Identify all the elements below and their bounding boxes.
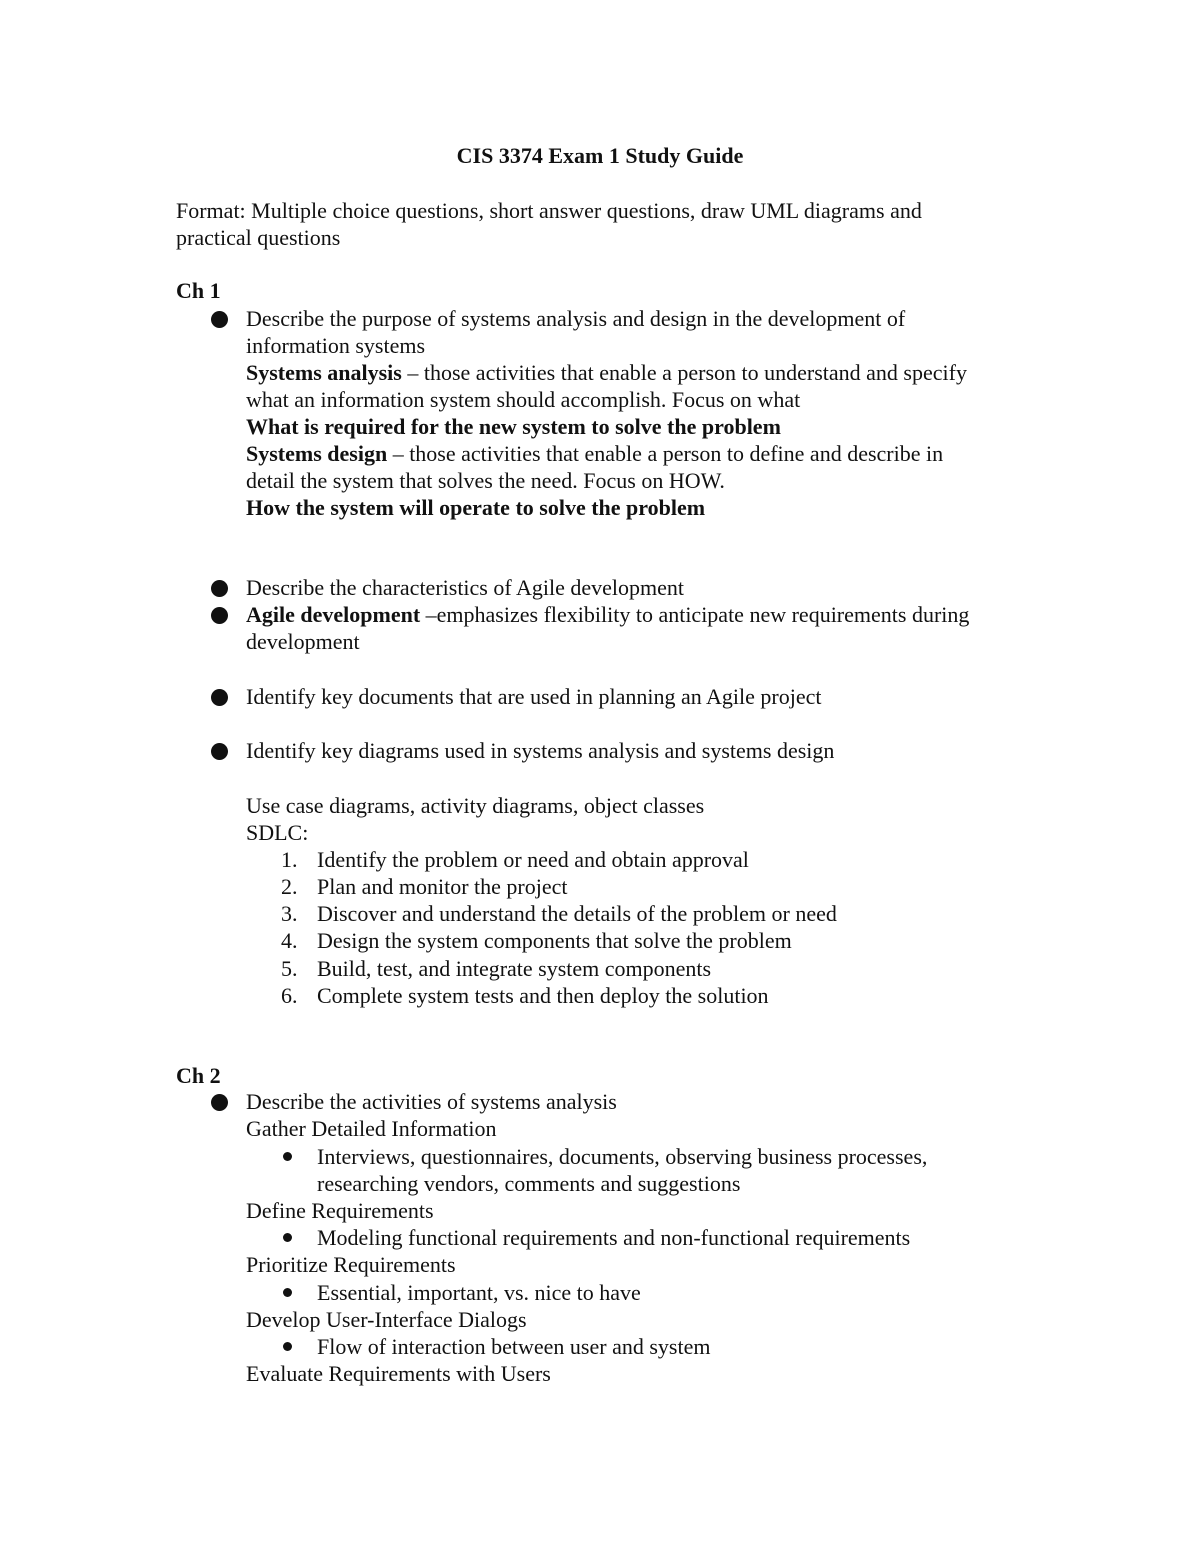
gather-item-line-1: Interviews, questionnaires, documents, observing business processes,	[317, 1144, 928, 1169]
bullet-icon	[211, 580, 228, 597]
key-documents	[246, 683, 1046, 710]
sdlc-step: Plan and monitor the project	[317, 874, 568, 899]
bullet-icon	[211, 1094, 228, 1111]
systems-analysis-term: Systems analysis	[246, 360, 402, 385]
sdlc-step: Discover and understand the details of the problem or need	[317, 901, 837, 926]
systems-design-term: Systems design	[246, 441, 388, 466]
bullet-icon	[211, 311, 228, 328]
systems-analysis-emphasis: What is required for the new system to solve the problem	[246, 414, 781, 439]
chapter-2-heading: Ch 2	[176, 1063, 221, 1088]
gather-information: Gather Detailed Information	[246, 1116, 497, 1141]
format-description	[176, 197, 1036, 251]
agile-characteristics	[246, 574, 1046, 601]
sdlc-step-number: 6.	[281, 983, 298, 1008]
develop-dialogs-text: Develop User-Interface Dialogs	[246, 1307, 527, 1332]
document-title: CIS 3374 Exam 1 Study Guide	[456, 143, 744, 168]
purpose-block	[246, 305, 1046, 521]
bullet-icon	[211, 743, 228, 760]
sdlc-step: Build, test, and integrate system components	[317, 956, 712, 981]
format-line-1: Format: Multiple choice questions, short answer questions, draw UML diagrams and	[176, 198, 922, 223]
gather-item-line-2: researching vendors, comments and suggestions	[317, 1171, 741, 1196]
sdlc-step-number: 2.	[281, 874, 298, 899]
key-diagrams	[246, 737, 1046, 764]
prioritize-item: Essential, important, vs. nice to have	[317, 1280, 641, 1305]
bullet-icon	[211, 607, 228, 624]
sub-bullet-icon	[283, 1342, 292, 1351]
define-item: Modeling functional requirements and non-functional requirements	[317, 1225, 911, 1250]
prioritize-requirements-text: Prioritize Requirements	[246, 1252, 456, 1277]
sdlc-step: Complete system tests and then deploy the solution	[317, 983, 769, 1008]
agile-characteristics-text: Describe the characteristics of Agile development	[246, 575, 684, 600]
sub-bullet-icon	[283, 1288, 292, 1297]
agile-definition: –emphasizes flexibility to anticipate new requirements during	[420, 602, 970, 627]
diagrams-answer-block	[246, 792, 1046, 846]
evaluate-requirements	[246, 1360, 1046, 1387]
systems-design-definition: – those activities that enable a person to define and describe in	[387, 441, 944, 466]
key-documents-text: Identify key documents that are used in planning an Agile project	[246, 684, 822, 709]
sdlc-step-number: 4.	[281, 928, 298, 953]
sdlc-step-number: 1.	[281, 847, 298, 872]
sub-bullet-icon	[283, 1233, 292, 1242]
agile-development-term: Agile development	[246, 602, 421, 627]
sdlc-step: Identify the problem or need and obtain approval	[317, 847, 749, 872]
sdlc-step: Design the system components that solve the problem	[317, 928, 792, 953]
format-line-2: practical questions	[176, 225, 341, 250]
systems-design-line	[246, 440, 1046, 467]
diagrams-answer: Use case diagrams, activity diagrams, object classes	[246, 793, 705, 818]
evaluate-requirements-text: Evaluate Requirements with Users	[246, 1361, 551, 1386]
agile-definition-2: development	[246, 629, 360, 654]
analysis-activities-block	[246, 1088, 1046, 1142]
analysis-activities: Describe the activities of systems analysis	[246, 1089, 617, 1114]
define-requirements-text: Define Requirements	[246, 1198, 434, 1223]
define-requirements	[246, 1197, 1046, 1224]
systems-analysis-definition-2: what an information system should accomplish. Focus on what	[246, 387, 801, 412]
purpose-line-1: Describe the purpose of systems analysis and design in the development of	[246, 306, 906, 331]
key-diagrams-text: Identify key diagrams used in systems analysis and systems design	[246, 738, 835, 763]
sdlc-label: SDLC:	[246, 820, 309, 845]
sdlc-step-number: 3.	[281, 901, 298, 926]
develop-item: Flow of interaction between user and system	[317, 1334, 711, 1359]
prioritize-requirements	[246, 1251, 1046, 1278]
agile-definition-block	[246, 601, 1046, 655]
systems-analysis-definition: – those activities that enable a person to understand and specify	[401, 360, 967, 385]
agile-definition-line	[246, 601, 1046, 628]
systems-design-definition-2: detail the system that solves the need. Focus on HOW.	[246, 468, 725, 493]
systems-design-emphasis: How the system will operate to solve the problem	[246, 495, 706, 520]
purpose-line-2: information systems	[246, 333, 426, 358]
sub-bullet-icon	[283, 1152, 292, 1161]
systems-analysis-line	[246, 359, 1046, 386]
bullet-icon	[211, 689, 228, 706]
sdlc-step-number: 5.	[281, 956, 298, 981]
chapter-1-heading: Ch 1	[176, 278, 221, 303]
develop-dialogs	[246, 1306, 1046, 1333]
